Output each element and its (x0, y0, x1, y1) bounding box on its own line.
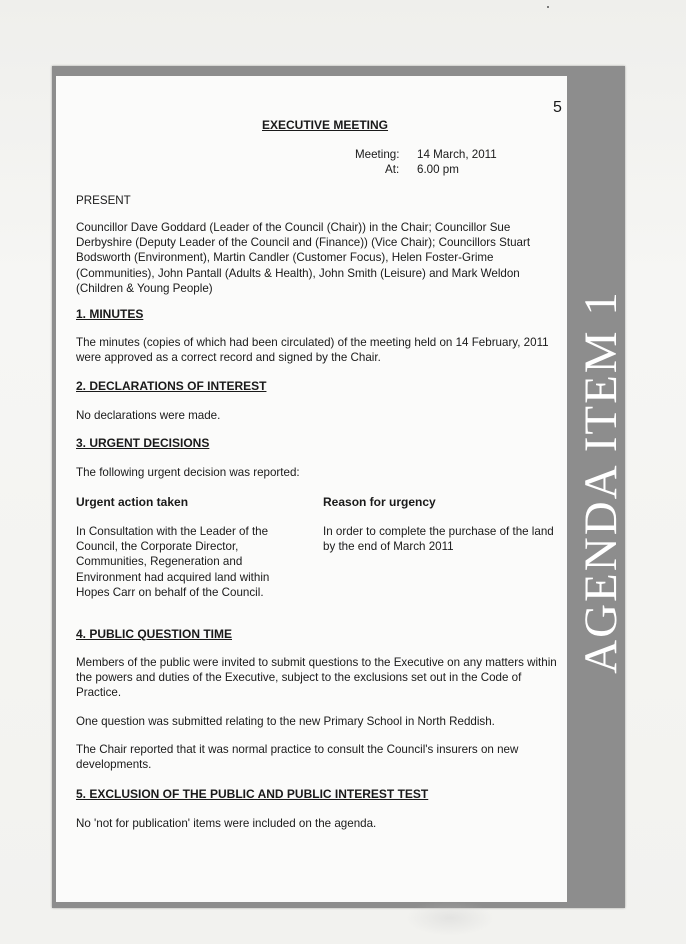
exclusion-text: No 'not for publication' items were included on the agenda. (76, 817, 377, 830)
urgent-action-heading: Urgent action taken (76, 495, 189, 509)
urgent-action-text: In Consultation with the Leader of the Council, the Corporate Director, Communities, Regeneration and Environment had acquired land within Hopes Carr on behalf of the Council. (76, 525, 270, 599)
minutes-text: The minutes (copies of which had been circulated) of the meeting held on 14 February, 2011 were approved as a correct record and signed by the Chair. (76, 336, 549, 365)
exclusion-heading: 5. EXCLUSION OF THE PUBLIC AND PUBLIC INTEREST TEST (76, 787, 429, 801)
question-time-p1: Members of the public were invited to submit questions to the Executive on any matters within the powers and duties of the Executive, subject to the exclusions set out in the Code of Practice. (76, 656, 557, 700)
document-title: EXECUTIVE MEETING (262, 118, 389, 132)
page-number: 5 (553, 99, 562, 116)
question-time-p2: One question was submitted relating to the new Primary School in North Reddish. (76, 715, 495, 728)
question-time-heading: 4. PUBLIC QUESTION TIME (76, 627, 233, 641)
meeting-time: 6.00 pm (417, 163, 459, 176)
urgent-heading: 3. URGENT DECISIONS (76, 436, 210, 450)
present-text: Councillor Dave Goddard (Leader of the Council (Chair)) in the Chair; Councillor Sue Derbyshire (Deputy Leader of the Council and (Finance)) (Vice Chair); Councillors Stuart Bodsworth (Environment), Martin Candler (Customer Focus), Helen Foster-Grime (Communities), John Pantall (Adults & Health), John Smith (Leisure) and Mark Weldon (Children & Young People) (76, 221, 531, 295)
declarations-text: No declarations were made. (76, 409, 221, 422)
urgent-intro: The following urgent decision was reported: (76, 466, 300, 479)
question-time-p3: The Chair reported that it was normal practice to consult the Council's insurers on new developments. (76, 743, 519, 772)
urgency-reason-heading: Reason for urgency (323, 495, 436, 509)
minutes-heading: 1. MINUTES (76, 307, 144, 321)
urgency-reason-text: In order to complete the purchase of the land by the end of March 2011 (323, 525, 554, 554)
meeting-date: 14 March, 2011 (417, 148, 497, 161)
meeting-time-label: At: (385, 163, 400, 176)
present-heading: PRESENT (76, 194, 131, 207)
declarations-heading: 2. DECLARATIONS OF INTEREST (76, 379, 267, 393)
meeting-label: Meeting: (355, 148, 400, 161)
agenda-item-label: AGENDA ITEM 1 (575, 290, 627, 674)
